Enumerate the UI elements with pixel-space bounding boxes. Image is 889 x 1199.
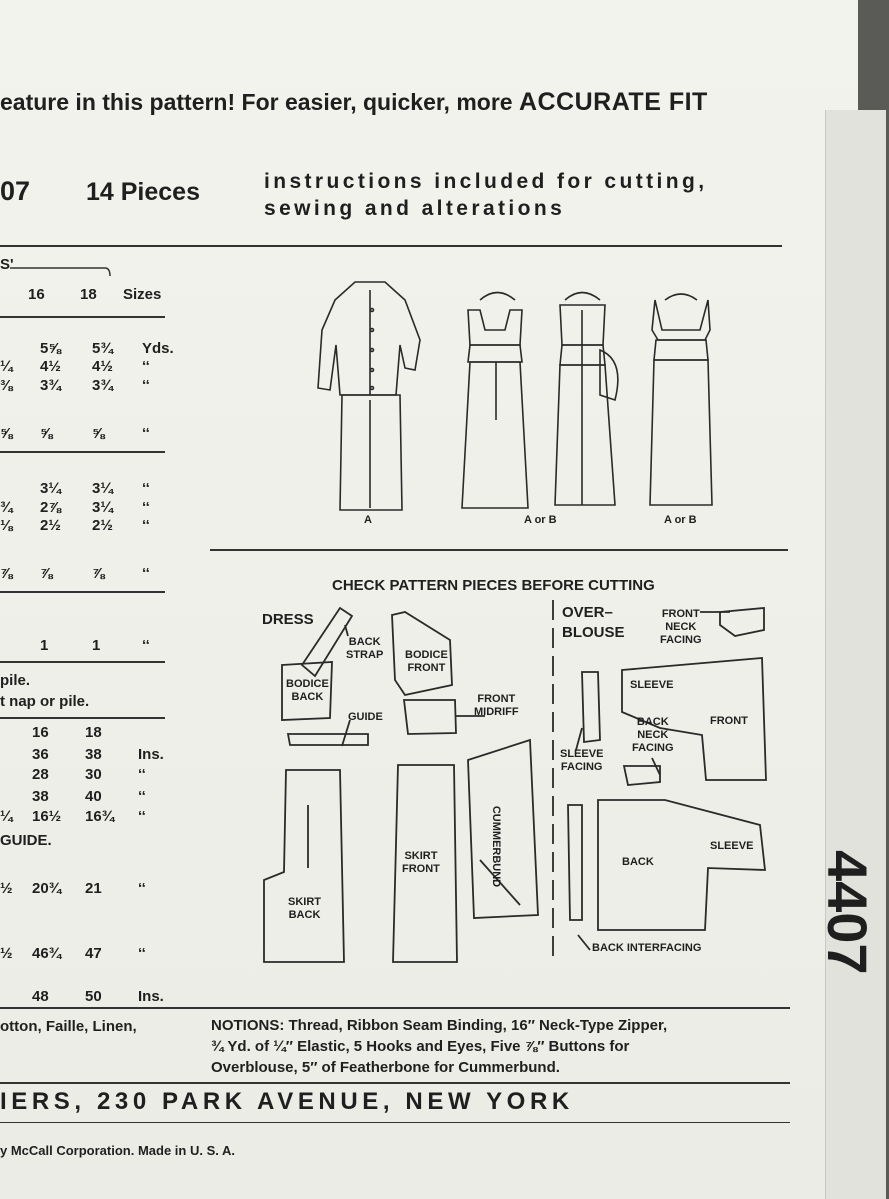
views-rule — [210, 549, 788, 551]
label-back: BACK — [622, 856, 654, 868]
dress-section-label: DRESS — [262, 611, 314, 628]
table-cell-c18: 16¾ — [85, 808, 115, 825]
table-cell-unit: ‘‘ — [138, 880, 146, 897]
view-label-a-or-b-2: A or B — [664, 514, 697, 526]
table-cell-c16: 5⅝ — [40, 340, 61, 357]
table-cell-c16: ⅞ — [40, 565, 53, 582]
table-cell-unit: Ins. — [138, 746, 164, 763]
overblouse-label-2: BLOUSE — [562, 624, 625, 641]
table-cell-c18: 1 — [92, 637, 101, 654]
table-cell-c18: 3¼ — [92, 499, 113, 516]
instructions-line-1: instructions included for cutting, — [264, 170, 708, 193]
table-cell-c16: 16½ — [32, 808, 62, 825]
table-cell-c16: 1 — [40, 637, 49, 654]
label-sleeve-facing: SLEEVE FACING — [560, 748, 604, 773]
table-cell-unit: ‘‘ — [142, 377, 150, 394]
table-cell-left: ⅞ — [0, 565, 13, 582]
label-front-midriff: FRONT MIDRIFF — [474, 693, 519, 718]
label-skirt-front: SKIRT FRONT — [402, 850, 440, 875]
size-header-sizes: Sizes — [123, 286, 162, 303]
table-cell-c18: 5¾ — [92, 340, 113, 357]
label-guide: GUIDE — [348, 711, 383, 723]
view-label-a-or-b-1: A or B — [524, 514, 557, 526]
banner-main: eature in this pattern! For easier, quicker, more — [0, 89, 513, 115]
table-cell-unit: ‘‘ — [138, 766, 146, 783]
overblouse-label-1: OVER– — [562, 604, 613, 621]
header-rule — [0, 245, 782, 247]
table-cell-left: ½ — [0, 880, 13, 897]
table-cell-c18: 3¼ — [92, 480, 113, 497]
envelope-flap — [825, 110, 886, 1199]
table-cell-c16: 46¾ — [32, 945, 62, 962]
label-front-neck-facing: FRONT NECK FACING — [660, 608, 702, 646]
table-cell-unit: ‘‘ — [142, 480, 150, 497]
table-cell-unit: Ins. — [138, 988, 164, 1005]
table-cell-unit: ‘‘ — [142, 637, 150, 654]
pattern-number-fragment: 07 — [0, 176, 31, 206]
notions-line-1: NOTIONS: Thread, Ribbon Seam Binding, 16″ Neck-Type Zipper, — [211, 1017, 668, 1034]
table-cell-c16: 38 — [32, 788, 49, 805]
table-cell-c18: ⅞ — [92, 565, 105, 582]
table-cell-c18: 21 — [85, 880, 102, 897]
note-nap: t nap or pile. — [0, 693, 90, 710]
table-cell-c18: 40 — [85, 788, 102, 805]
table-cell-unit: ‘‘ — [142, 358, 150, 375]
label-cummerbund: CUMMERBUND — [490, 805, 503, 888]
table-cell-unit: Yds. — [142, 340, 174, 357]
body-header-18: 18 — [85, 724, 102, 741]
table-cell-left: ½ — [0, 945, 13, 962]
table-cell-c18: ⅝ — [92, 425, 105, 442]
table-cell-c16: 28 — [32, 766, 49, 783]
table-cell-left: ⅝ — [0, 425, 13, 442]
view-label-a: A — [364, 514, 372, 526]
table-cell-unit: ‘‘ — [142, 517, 150, 534]
body-header-16: 16 — [32, 724, 49, 741]
table-cell-unit: ‘‘ — [142, 499, 150, 516]
table-cell-unit: ‘‘ — [142, 565, 150, 582]
table-cell-left: ¾ — [0, 499, 13, 516]
label-sleeve-top: SLEEVE — [630, 679, 674, 691]
table-cell-c18: 47 — [85, 945, 102, 962]
copyright-line: y McCall Corporation. Made in U. S. A. — [0, 1143, 235, 1158]
fabric-list: otton, Faille, Linen, — [0, 1018, 137, 1035]
table-cell-c18: 30 — [85, 766, 102, 783]
table-cell-c16: 2⅞ — [40, 499, 61, 516]
side-pattern-number: 4407 — [816, 850, 879, 975]
table-cell-c18: 2½ — [92, 517, 113, 534]
table-cell-c16: ⅝ — [40, 425, 53, 442]
table-cell-c16: 48 — [32, 988, 49, 1005]
publisher-address: IERS, 230 PARK AVENUE, NEW YORK — [0, 1088, 574, 1115]
table-cell-c18: 3¾ — [92, 377, 113, 394]
size-header-16: 16 — [28, 286, 45, 303]
notions-line-2: ¾ Yd. of ¼″ Elastic, 5 Hooks and Eyes, Five ⅞″ Buttons for — [211, 1038, 630, 1055]
table-cell-left: ¼ — [0, 808, 13, 825]
size-header-18: 18 — [80, 286, 97, 303]
label-sleeve-bottom: SLEEVE — [710, 840, 754, 852]
notions-line-3: Overblouse, 5″ of Featherbone for Cummerbund. — [211, 1059, 560, 1076]
table-cell-c18: 50 — [85, 988, 102, 1005]
label-back-interfacing: BACK INTERFACING — [592, 942, 702, 954]
label-back-strap: BACK STRAP — [346, 636, 384, 661]
table-cell-left: ⅛ — [0, 517, 13, 534]
note-pile: pile. — [0, 672, 31, 689]
table-cell-c16: 4½ — [40, 358, 61, 375]
table-cell-c18: 4½ — [92, 358, 113, 375]
label-front: FRONT — [710, 715, 748, 727]
piece-count: 14 Pieces — [86, 178, 200, 206]
sizes-bracket-label: S' — [0, 256, 14, 273]
label-skirt-back: SKIRT BACK — [288, 896, 321, 921]
table-cell-left: ⅜ — [0, 377, 13, 394]
banner-text — [0, 88, 708, 117]
address-rule-bottom — [0, 1122, 790, 1123]
guide-note: GUIDE. — [0, 832, 52, 849]
table-cell-c16: 36 — [32, 746, 49, 763]
table-cell-unit: ‘‘ — [138, 808, 146, 825]
banner-emphasis: ACCURATE FIT — [518, 88, 708, 116]
table-cell-unit: ‘‘ — [142, 425, 150, 442]
pieces-title: CHECK PATTERN PIECES BEFORE CUTTING — [332, 577, 655, 594]
table-cell-left: ¼ — [0, 358, 13, 375]
label-bodice-back: BODICE BACK — [286, 678, 329, 703]
notions-rule — [0, 1007, 790, 1009]
label-back-neck-facing: BACK NECK FACING — [632, 716, 674, 754]
table-cell-c16: 3¼ — [40, 480, 61, 497]
table-cell-c16: 20¾ — [32, 880, 62, 897]
table-cell-c16: 3¾ — [40, 377, 61, 394]
table-cell-unit: ‘‘ — [138, 945, 146, 962]
label-bodice-front: BODICE FRONT — [405, 649, 448, 674]
table-cell-unit: ‘‘ — [138, 788, 146, 805]
instructions-line-2: sewing and alterations — [264, 197, 566, 220]
address-rule-top — [0, 1082, 790, 1084]
table-cell-c16: 2½ — [40, 517, 61, 534]
table-cell-c18: 38 — [85, 746, 102, 763]
